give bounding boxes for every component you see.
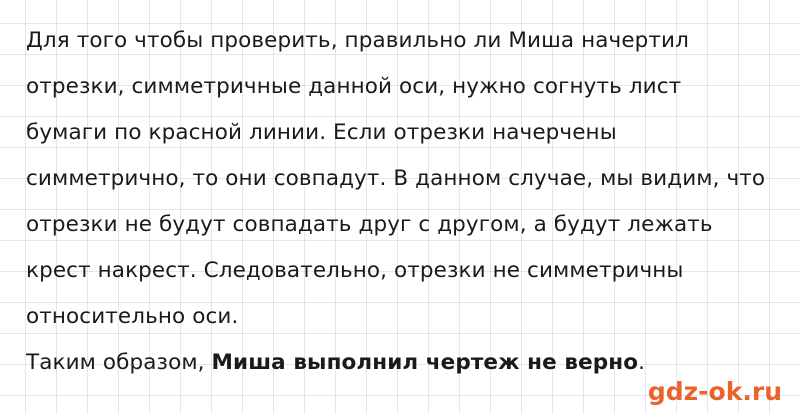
- site-watermark: gdz-ok.ru: [647, 377, 782, 406]
- conclusion-emphasis: Миша выполнил чертеж не верно: [211, 350, 639, 375]
- paragraph-explanation: Для того чтобы проверить, правильно ли Миша начертил отрезки, симметричные данной оси, нужно согнуть лист бумаги по красной линии. Если отрезки начерчены симметрично, то они совпадут. В данном случае, мы видим, что отрезки не будут совпадать друг с другом, а будут лежать крест накрест. Следовательно, отрезки не симметричны относительно оси.: [26, 28, 766, 329]
- conclusion-lead: Таким образом,: [26, 350, 212, 375]
- solution-text: [26, 18, 768, 386]
- conclusion-tail: .: [638, 350, 646, 375]
